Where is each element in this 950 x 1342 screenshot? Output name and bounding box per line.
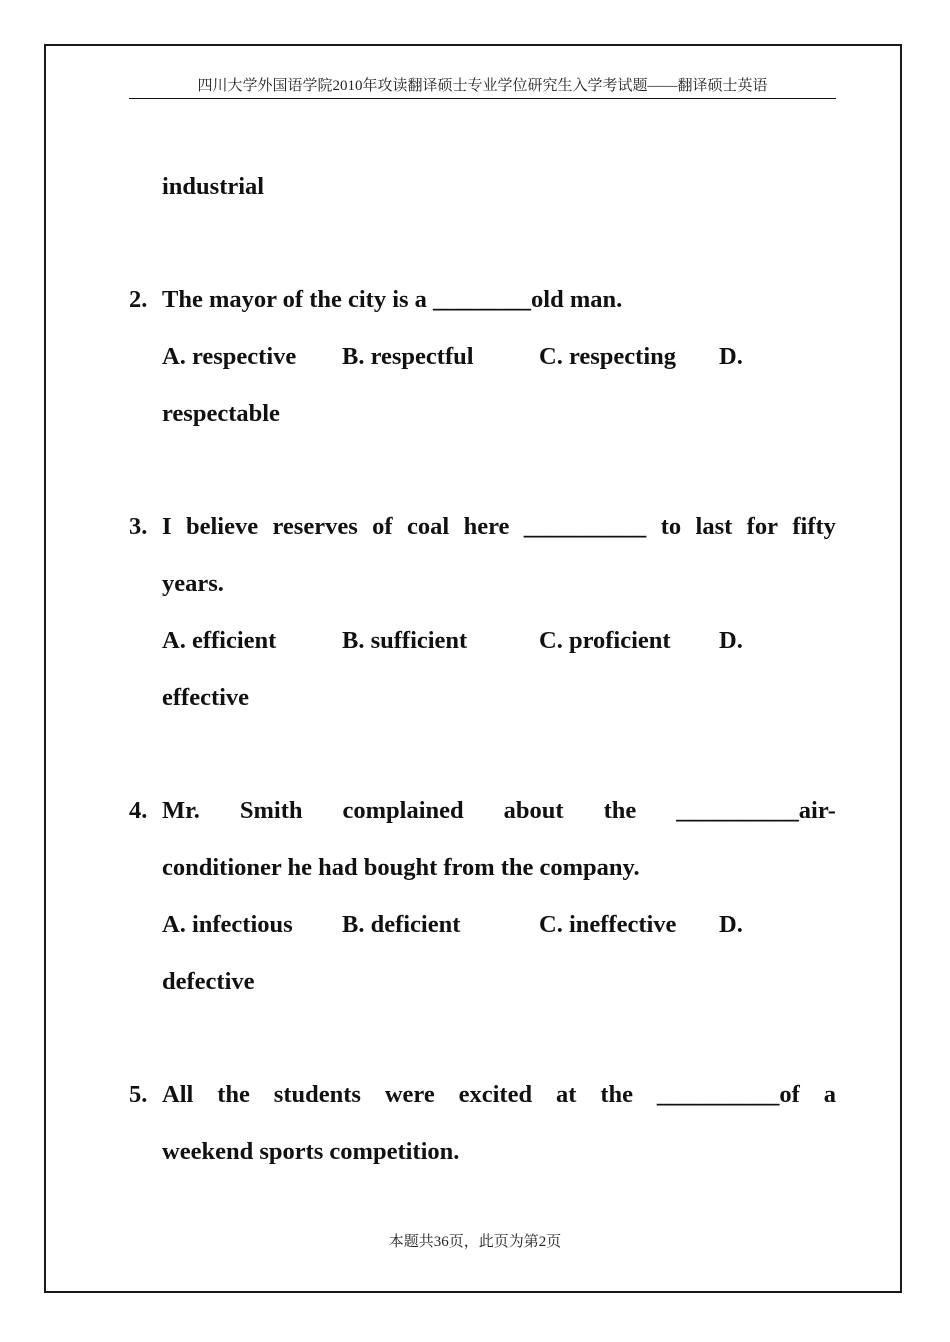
question-number: 3. (129, 513, 148, 540)
word: at (556, 1081, 577, 1108)
answer-blank: __________ (523, 513, 647, 540)
question-text-continued: weekend sports competition. (162, 1138, 460, 1165)
word: complained (342, 797, 464, 824)
word: I (162, 513, 172, 540)
option-d-text: respectable (162, 400, 280, 427)
options-row (129, 612, 836, 669)
question-text-continued: years. (162, 570, 224, 597)
word: to (660, 513, 682, 540)
word: the (600, 1081, 633, 1108)
option-d-text: defective (162, 968, 255, 995)
question-3 (129, 498, 836, 726)
word: fifty (792, 513, 836, 540)
word: of (372, 513, 393, 540)
word: were (384, 1081, 435, 1108)
page-header: 四川大学外国语学院2010年攻读翻译硕士专业学位研究生入学考试题——翻译硕士英语 (129, 76, 836, 99)
word: students (273, 1081, 361, 1108)
word: believe (185, 513, 259, 540)
question-number: 5. (129, 1081, 148, 1108)
word: for (746, 513, 778, 540)
word: Smith (239, 797, 303, 824)
question-text (162, 782, 836, 839)
options-row (129, 896, 836, 953)
option-d-text: effective (162, 684, 250, 711)
question-5 (129, 1066, 836, 1180)
word: Mr. (162, 797, 200, 824)
option-b: B. sufficient (342, 627, 468, 654)
option-c: C. respecting (539, 343, 676, 370)
options-row (129, 328, 836, 385)
question-text: The mayor of the city is a ________old man. (162, 286, 623, 313)
word: last (695, 513, 733, 540)
option-a: A. infectious (162, 911, 293, 938)
word: here (463, 513, 510, 540)
page-footer: 本题共36页，此页为第2页 (388, 1234, 562, 1250)
option-a: A. respective (162, 343, 297, 370)
word: excited (458, 1081, 533, 1108)
option-c: C. proficient (539, 627, 671, 654)
answer-blank: __________air- (676, 797, 836, 824)
question-4 (129, 782, 836, 1010)
question-number: 4. (129, 797, 148, 824)
word: about (503, 797, 564, 824)
option-a: A. efficient (162, 627, 277, 654)
answer-blank: __________of (656, 1081, 800, 1108)
exam-content (129, 158, 836, 1180)
word: coal (406, 513, 450, 540)
word: All (162, 1081, 194, 1108)
question-text (162, 1066, 836, 1123)
option-b: B. deficient (342, 911, 461, 938)
option-d: D. (719, 343, 743, 370)
option-b: B. respectful (342, 343, 474, 370)
question-number: 2. (129, 286, 148, 313)
option-d: D. (719, 627, 743, 654)
word: the (217, 1081, 250, 1108)
question-text (162, 498, 836, 555)
option-d: D. (719, 911, 743, 938)
word: a (823, 1081, 836, 1108)
word: reserves (272, 513, 358, 540)
continuation-text: industrial (162, 173, 265, 200)
option-c: C. ineffective (539, 911, 677, 938)
question-text-continued: conditioner he had bought from the company. (162, 854, 640, 881)
question-2 (129, 271, 836, 442)
word: the (603, 797, 637, 824)
